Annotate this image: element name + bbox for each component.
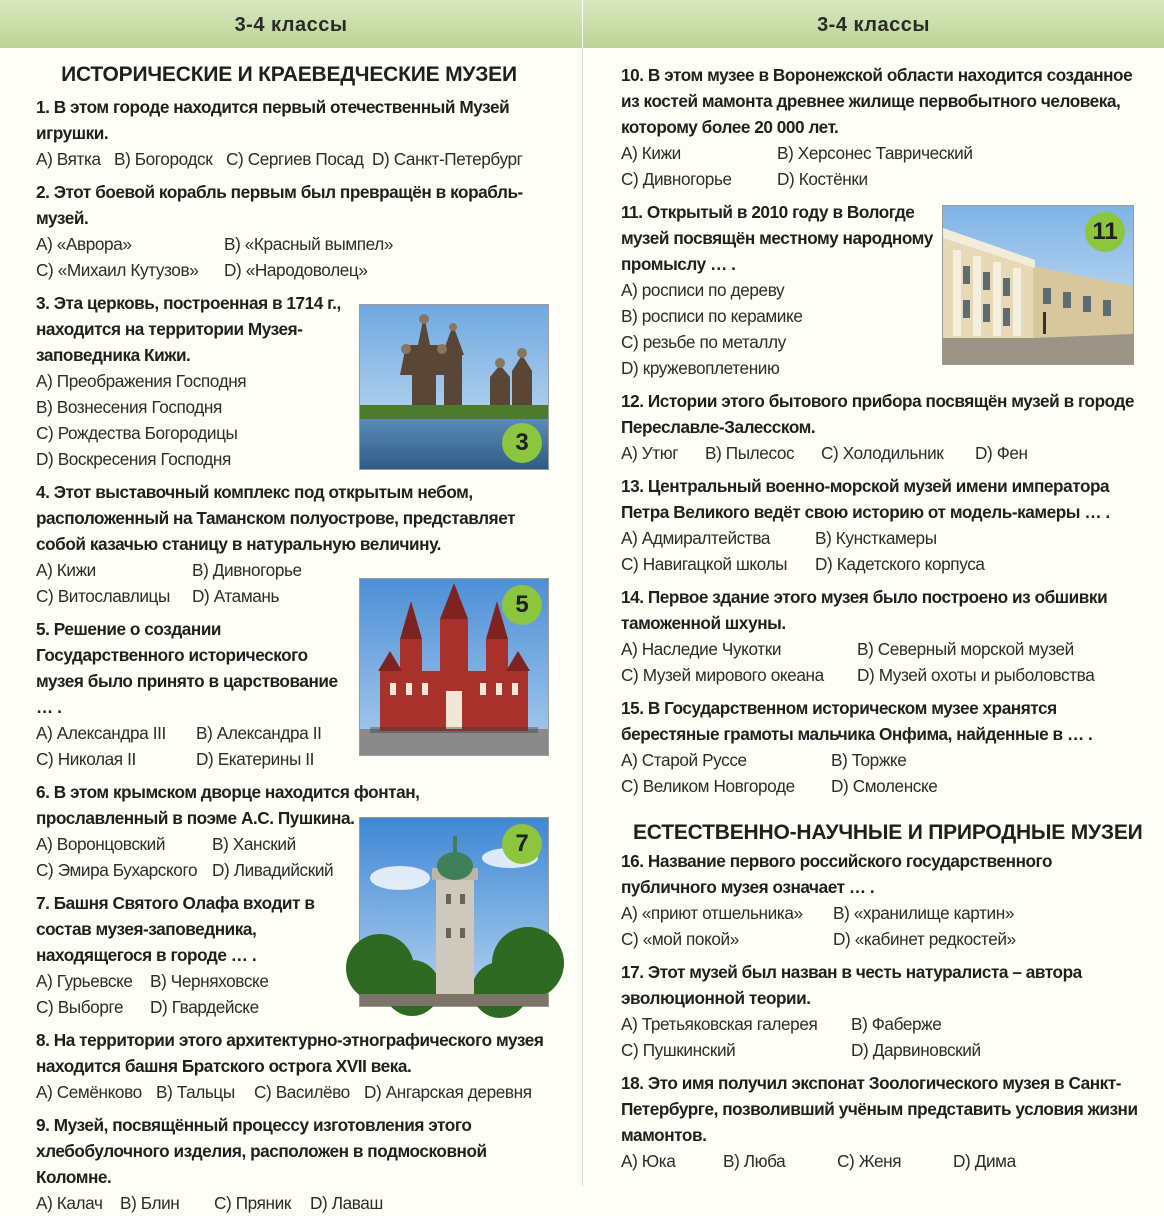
answer-d: D) Смоленске (831, 776, 938, 796)
answer-a: A) Старой Руссе (621, 750, 747, 770)
question-text: 17. Этот музей был назван в честь натуралиста – автора эволюционной теории. (621, 962, 1082, 1008)
question-text: 12. Истории этого бытового прибора посвящён музей в городе Переславле-Залесском. (621, 391, 1135, 437)
question-text: 14. Первое здание этого музея было построено из обшивки таможенной шхуны. (621, 587, 1108, 633)
answer-options (36, 720, 346, 772)
answer-c: C) резьбе по металлу (621, 332, 786, 352)
answer-d: D) кружевоплетению (621, 358, 780, 378)
question-text: 3. Эта церковь, построенная в 1714 г., находится на территории Музея-заповедника Кижи. (36, 293, 341, 365)
answer-options (36, 1190, 546, 1216)
answer-c: C) Пушкинский (621, 1040, 736, 1060)
question-text: 10. В этом музее в Воронежской области находится созданное из костей мамонта древнее жилище первобытного человека, которому более 20 000 лет. (621, 65, 1133, 137)
answer-a: A) Вятка (36, 149, 101, 169)
answer-d: D) Атамань (192, 586, 280, 606)
answer-a: A) Семёнково (36, 1082, 142, 1102)
answer-a: A) Воронцовский (36, 834, 166, 854)
answer-b: B) Черняховске (150, 971, 269, 991)
answer-options (36, 231, 536, 283)
question-text: 6. В этом крымском дворце находится фонтан, прославленный в поэме А.С. Пушкина. (36, 782, 420, 828)
answer-d: D) Кадетского корпуса (815, 554, 985, 574)
answer-b: B) Блин (120, 1193, 180, 1213)
answer-options (621, 747, 1141, 799)
question-text: 1. В этом городе находится первый отечественный Музей игрушки. (36, 97, 510, 143)
right-column (583, 0, 1164, 1186)
answer-a: A) Александра III (36, 723, 166, 743)
question-15 (621, 695, 1141, 799)
answer-b: B) Вознесения Господня (36, 397, 222, 417)
answer-a: A) Кижи (36, 560, 96, 580)
grade-header-left: 3-4 классы (0, 0, 582, 48)
answer-c: C) Женя (837, 1151, 902, 1171)
grade-header-right: 3-4 классы (583, 0, 1164, 48)
answer-c: C) Василёво (254, 1082, 350, 1102)
question-5 (36, 616, 346, 772)
answer-c: C) Сергиев Посад (226, 149, 364, 169)
question-13 (621, 473, 1141, 577)
answer-a: A) Третьяковская галерея (621, 1014, 818, 1034)
answer-c: C) Навигацкой школы (621, 554, 788, 574)
answer-c: C) Выборге (36, 997, 124, 1017)
question-text: 9. Музей, посвящённый процессу изготовления этого хлебобулочного изделия, расположен в подмосковной Коломне. (36, 1115, 487, 1187)
photo-badge-11: 11 (1085, 212, 1125, 252)
answer-a: A) Преображения Господня (36, 371, 247, 391)
photo-vologda-museum (942, 205, 1134, 365)
answer-b: B) Кунсткамеры (815, 528, 937, 548)
answer-c: C) «мой покой» (621, 929, 739, 949)
question-text: 11. Открытый в 2010 году в Вологде музей посвящён местному народному промыслу … . (621, 202, 933, 274)
answer-d: D) Воскресения Господня (36, 449, 231, 469)
question-text: 4. Этот выставочный комплекс под открытым небом, расположенный на Таманском полуострове, представляет собой казачью станицу в натуральную величину. (36, 482, 516, 554)
question-2 (36, 179, 536, 283)
answer-options (621, 900, 1141, 952)
answer-d: D) Лаваш (310, 1193, 383, 1213)
question-7 (36, 890, 346, 1020)
answer-b: B) Александра II (196, 723, 322, 743)
question-text: 2. Этот боевой корабль первым был превращён в корабль-музей. (36, 182, 523, 228)
question-14 (621, 584, 1141, 688)
answer-b: B) росписи по керамике (621, 306, 803, 326)
answer-options (621, 636, 1141, 688)
answer-c: C) Дивногорье (621, 169, 732, 189)
answer-d: D) Санкт-Петербург (372, 149, 523, 169)
answer-b: B) «хранилище картин» (833, 903, 1014, 923)
question-text: 18. Это имя получил экспонат Зоологического музея в Санкт-Петербурге, позволивший учёным представить условия жизни мамонтов. (621, 1073, 1138, 1145)
answer-d: D) «кабинет редкостей» (833, 929, 1016, 949)
answer-d: D) Костёнки (777, 169, 868, 189)
answer-b: B) «Красный вымпел» (224, 234, 394, 254)
question-text: 5. Решение о создании Государственного исторического музея было принято в царствование … . (36, 619, 338, 717)
question-3 (36, 290, 346, 472)
answer-d: D) Гвардейске (150, 997, 259, 1017)
answer-d: D) Дима (953, 1151, 1016, 1171)
answer-options (36, 968, 346, 1020)
answer-c: C) Великом Новгороде (621, 776, 795, 796)
question-16 (621, 848, 1141, 952)
answer-c: C) Витославлицы (36, 586, 170, 606)
answer-d: D) Ангарская деревня (364, 1082, 532, 1102)
answer-c: C) Рождества Богородицы (36, 423, 238, 443)
left-column (0, 0, 582, 1213)
answer-options (36, 1079, 546, 1105)
question-text: 13. Центральный военно-морской музей имени императора Петра Великого ведёт свою историю от модель-камеры … . (621, 476, 1110, 522)
answer-b: B) Торжке (831, 750, 907, 770)
photo-historical-museum (359, 578, 549, 756)
answer-options (36, 146, 546, 172)
question-text: 7. Башня Святого Олафа входит в состав музея-заповедника, находящегося в городе … . (36, 893, 315, 965)
answer-a: A) Калач (36, 1193, 103, 1213)
answer-options (621, 440, 1141, 466)
answer-options (621, 1148, 1141, 1174)
answer-a: A) «приют отшельника» (621, 903, 803, 923)
question-11 (621, 199, 939, 381)
answer-b: B) Пылесос (705, 443, 795, 463)
answer-b: B) Северный морской музей (857, 639, 1074, 659)
question-9 (36, 1112, 546, 1216)
answer-b: B) Дивногорье (192, 560, 302, 580)
photo-olaf-tower (359, 817, 549, 1007)
answer-a: A) Юка (621, 1151, 676, 1171)
answer-options (621, 525, 1141, 577)
photo-badge-5: 5 (502, 585, 542, 625)
answer-d: D) «Народоволец» (224, 260, 368, 280)
answer-c: C) Николая II (36, 749, 136, 769)
question-text: 15. В Государственном историческом музее хранятся берестяные грамоты мальчика Онфима, найденные в … . (621, 698, 1093, 744)
answer-d: D) Екатерины II (196, 749, 315, 769)
question-text: 16. Название первого российского государственного публичного музея означает … . (621, 851, 1053, 897)
answer-b: B) Богородск (114, 149, 213, 169)
answer-a: A) «Аврора» (36, 234, 132, 254)
answer-a: A) Утюг (621, 443, 679, 463)
answer-c: C) Эмира Бухарского (36, 860, 198, 880)
answer-c: C) Пряник (214, 1193, 291, 1213)
answer-b: B) Херсонес Таврический (777, 143, 973, 163)
question-10 (621, 62, 1141, 192)
question-1 (36, 94, 546, 172)
answer-d: D) Музей охоты и рыболовства (857, 665, 1095, 685)
answer-b: B) Фаберже (851, 1014, 942, 1034)
answer-a: A) Кижи (621, 143, 681, 163)
section-title-historical: ИСТОРИЧЕСКИЕ И КРАЕВЕДЧЕСКИЕ МУЗЕИ (61, 63, 517, 86)
question-8 (36, 1027, 546, 1105)
answer-options (36, 368, 346, 472)
photo-kizhi-churches (359, 304, 549, 470)
question-text: 8. На территории этого архитектурно-этнографического музея находится башня Братского острога XVII века. (36, 1030, 544, 1076)
answer-options (621, 1011, 1141, 1063)
answer-b: B) Ханский (212, 834, 296, 854)
answer-a: A) Гурьевске (36, 971, 133, 991)
answer-b: B) Тальцы (156, 1082, 235, 1102)
answer-d: D) Ливадийский (212, 860, 334, 880)
question-12 (621, 388, 1141, 466)
question-18 (621, 1070, 1141, 1174)
answer-d: D) Фен (975, 443, 1028, 463)
section-title-natural: ЕСТЕСТВЕННО-НАУЧНЫЕ И ПРИРОДНЫЕ МУЗЕИ (633, 821, 1143, 844)
answer-d: D) Дарвиновский (851, 1040, 981, 1060)
answer-options (621, 277, 939, 381)
photo-badge-3: 3 (502, 423, 542, 463)
answer-a: A) Наследие Чукотки (621, 639, 782, 659)
answer-b: B) Люба (723, 1151, 786, 1171)
answer-options (621, 140, 1141, 192)
question-17 (621, 959, 1141, 1063)
answer-a: A) росписи по дереву (621, 280, 785, 300)
answer-c: C) Музей мирового океана (621, 665, 824, 685)
answer-c: C) «Михаил Кутузов» (36, 260, 199, 280)
answer-c: C) Холодильник (821, 443, 944, 463)
photo-badge-7: 7 (502, 824, 542, 864)
answer-a: A) Адмиралтейства (621, 528, 771, 548)
